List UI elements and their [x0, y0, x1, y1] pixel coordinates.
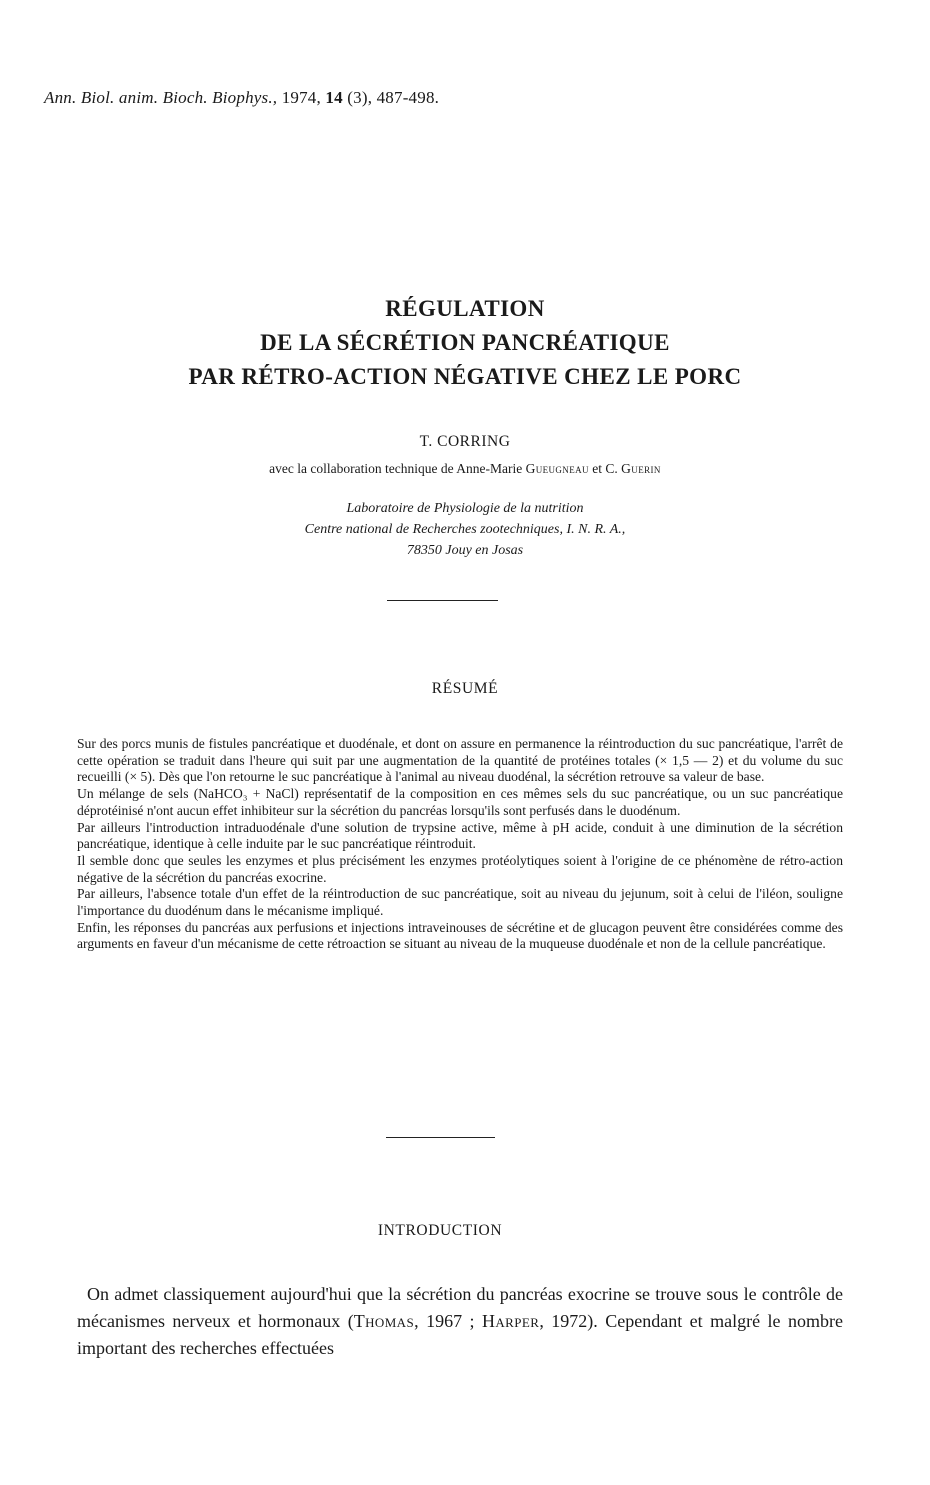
affiliation-line-3: 78350 Jouy en Josas — [406, 543, 524, 558]
resume-abstract — [77, 736, 843, 953]
title-line-1: RÉGULATION — [385, 296, 545, 321]
collaboration-prefix: avec la collaboration technique de Anne-Marie — [269, 461, 523, 476]
journal-issue-pages: (3), 487-498. — [347, 88, 440, 107]
abstract-paragraph: Enfin, les réponses du pancréas aux perfusions et injections intraveinouses de sécrétine et de glucagon peuvent être considérées comme des arguments en faveur d'un mécanisme de cette rétroaction se situant au niveau de la muqueuse duodénale et non de la cellule pancréatique. — [77, 919, 843, 952]
affiliation-line-1: Laboratoire de Physiologie de la nutrition — [346, 501, 584, 516]
journal-volume: 14 — [325, 88, 343, 107]
collaboration-line — [0, 461, 930, 477]
title-line-2: DE LA SÉCRÉTION PANCRÉATIQUE — [260, 330, 670, 355]
paper-title — [0, 292, 930, 394]
introduction-body — [77, 1281, 843, 1362]
author-name: T. CORRING — [419, 433, 511, 450]
affiliation — [0, 498, 930, 561]
abstract-paragraph: Par ailleurs, l'absence totale d'un effet de la réintroduction de suc pancréatique, soit au niveau du jejunum, soit à celui de l'iléon, souligne l'importance du duodénum dans le mécanisme impliqué. — [77, 886, 843, 919]
abstract-paragraph: Un mélange de sels (NaHCO₃ + NaCl) représentatif de la composition en ces mêmes sels du suc pancréatique, ou un suc pancréatique déprotéinisé n'ont aucun effet inhibiteur sur la sécrétion du pancréas lorsqu'ils sont perfusés dans le duodénum. — [77, 786, 843, 818]
title-line-3: PAR RÉTRO-ACTION NÉGATIVE CHEZ LE PORC — [188, 364, 742, 389]
journal-citation — [44, 88, 439, 108]
collaboration-conjunction: et C. — [592, 461, 618, 476]
reference-author-thomas: Thomas — [353, 1311, 415, 1331]
abstract-paragraph: Sur des porcs munis de fistules pancréatique et duodénale, et dont on assure en permanence la réintroduction du suc pancréatique, l'arrêt de cette opération se traduit dans l'heure qui suit par une augmentation de la quantité de protéines totales (× 1,5 — 2) et du volume du suc recueilli (× 5). Dès que l'on retourne le suc pancréatique à l'animal au niveau duodénal, la sécrétion retrouve sa valeur de base. — [77, 736, 843, 785]
reference-author-harper: Harper — [482, 1311, 540, 1331]
collaborator-name-2: Guerin — [621, 461, 661, 476]
abstract-paragraph: Il semble donc que seules les enzymes et plus précisément les enzymes protéolytiques soient à l'origine de ce phénomène de rétro-action négative de la sécrétion du pancréas exocrine. — [77, 852, 843, 885]
introduction-paragraph: On admet classiquement aujourd'hui que la sécrétion du pancréas exocrine se trouve sous le contrôle de mécanismes nerveux et hormonaux (Thomas, 1967 ; Harper, 1972). Cependant et malgré le nombre important des recherches effectuées — [77, 1284, 843, 1358]
journal-name: Ann. Biol. anim. Bioch. Biophys., — [44, 88, 278, 107]
resume-heading: RÉSUMÉ — [431, 680, 499, 697]
section-divider-bottom — [386, 1137, 495, 1138]
collaborator-name-1: Gueugneau — [525, 461, 589, 476]
journal-year: 1974, — [281, 88, 321, 107]
section-divider-top — [387, 600, 498, 601]
abstract-paragraph: Par ailleurs l'introduction intraduodénale d'une solution de trypsine active, même à pH acide, conduit à une diminution de la sécrétion pancréatique, identique à celle induite par le suc pancréatique réintroduit. — [77, 819, 843, 852]
affiliation-line-2: Centre national de Recherches zootechniques, I. N. R. A., — [304, 522, 626, 537]
introduction-heading: INTRODUCTION — [377, 1222, 503, 1239]
